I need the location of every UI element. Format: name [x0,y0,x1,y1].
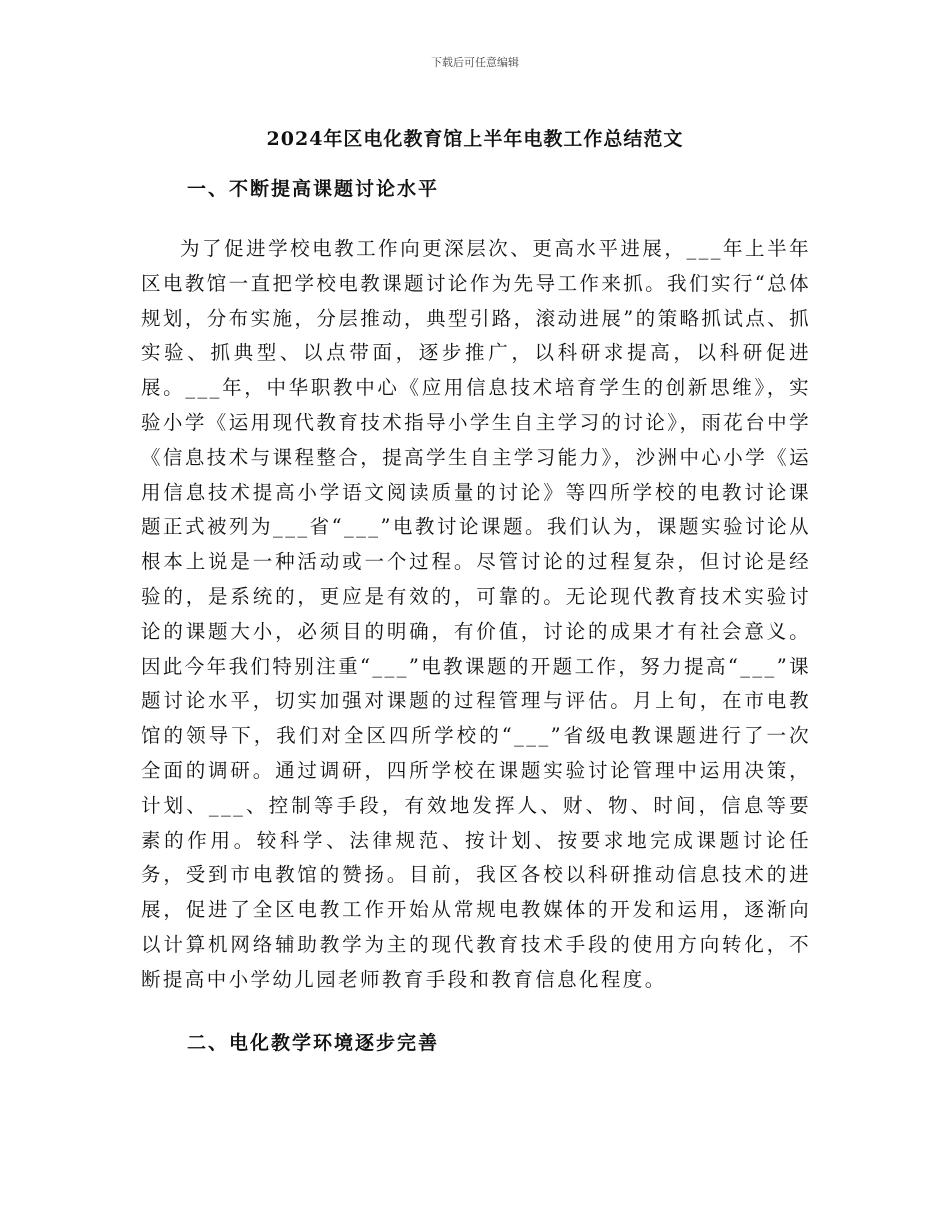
document-title: 2024年区电化教育馆上半年电教工作总结范文 [266,128,684,150]
section-heading-1: 一、不断提高课题讨论水平 [187,178,440,200]
section-heading-2: 二、电化教学环境逐步完善 [187,1032,440,1054]
header-note: 下载后可任意编辑 [431,56,519,69]
section-1-paragraph: 为了促进学校电教工作向更深层次、更高水平进展，___年上半年区电教馆一直把学校电教课题讨论作为先导工作来抓。我们实行“总体规划，分布实施，分层推动，典型引路，滚动进展”的策略抓试点、抓实验、抓典型、以点带面，逐步推广，以科研求提高，以科研促进展。___年，中华职教中心《应用信息技术培育学生的创新思维》，实验小学《运用现代教育技术指导小学生自主学习的讨论》，雨花台中学《信息技术与课程整合，提高学生自主学习能力》，沙洲中心小学《运用信息技术提高小学语文阅读质量的讨论》等四所学校的电教讨论课题正式被列为___省“___”电教讨论课题。我们认为，课题实验讨论从根本上说是一种活动或一个过程。尽管讨论的过程复杂，但讨论是经验的，是系统的，更应是有效的，可靠的。无论现代教育技术实验讨论的课题大小，必须目的明确，有价值，讨论的成果才有社会意义。因此今年我们特别注重“___”电教课题的开题工作，努力提高“___”课题讨论水平，切实加强对课题的过程管理与评估。月上旬，在市电教馆的领导下，我们对全区四所学校的“___”省级电教课题进行了一次全面的调研。通过调研，四所学校在课题实验讨论管理中运用决策，计划、___、控制等手段，有效地发挥人、财、物、时间，信息等要素的作用。较科学、法律规范、按计划、按要求地完成课题讨论任务，受到市电教馆的赞扬。目前，我区各校以科研推动信息技术的进展，促进了全区电教工作开始从常规电教媒体的开发和运用，逐渐向以计算机网络辅助教学为主的现代教育技术手段的使用方向转化，不断提高中小学幼儿园老师教育手段和教育信息化程度。 [141,237,811,991]
